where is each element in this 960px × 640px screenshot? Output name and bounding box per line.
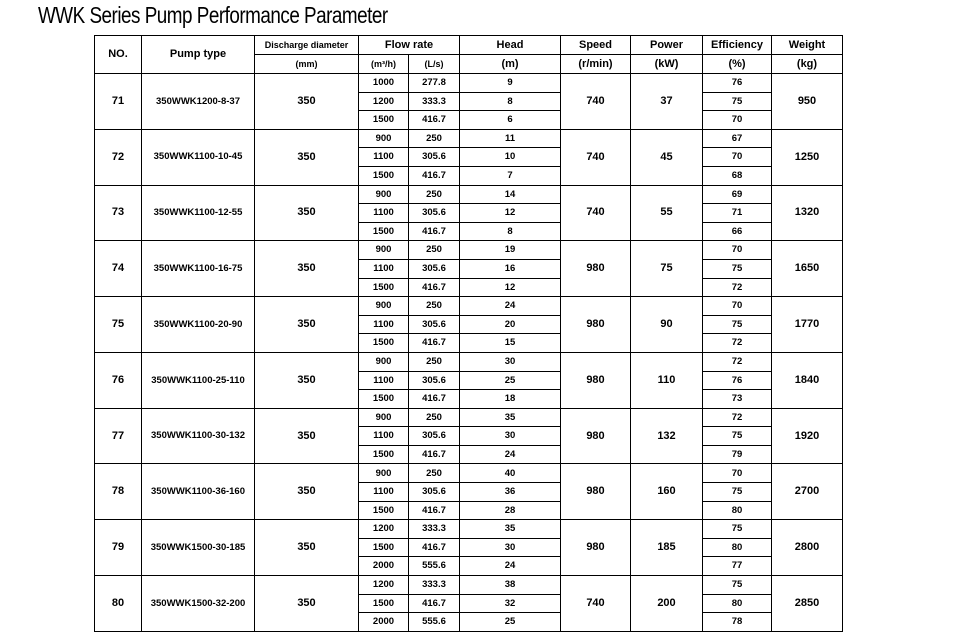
cell-pump-type: 350WWK1100-12-55 <box>142 185 255 241</box>
cell-flow-ls: 250 <box>409 352 460 371</box>
cell-head: 32 <box>460 594 561 613</box>
cell-head: 6 <box>460 111 561 130</box>
cell-speed: 740 <box>561 185 631 241</box>
cell-flow-m3h: 1500 <box>359 501 409 520</box>
table-row <box>95 408 843 427</box>
header-flow-rate: Flow rate <box>359 36 460 55</box>
cell-efficiency: 75 <box>703 520 772 539</box>
cell-pump-type: 350WWK1200-8-37 <box>142 74 255 130</box>
cell-efficiency: 75 <box>703 259 772 278</box>
cell-efficiency: 71 <box>703 204 772 223</box>
cell-efficiency: 77 <box>703 557 772 576</box>
cell-efficiency: 67 <box>703 129 772 148</box>
cell-weight: 2850 <box>772 576 843 632</box>
cell-flow-m3h: 1500 <box>359 166 409 185</box>
cell-weight: 1320 <box>772 185 843 241</box>
cell-speed: 740 <box>561 576 631 632</box>
cell-efficiency: 70 <box>703 148 772 167</box>
cell-flow-ls: 305.6 <box>409 259 460 278</box>
cell-head: 30 <box>460 352 561 371</box>
unit-speed: (r/min) <box>561 55 631 74</box>
cell-head: 8 <box>460 92 561 111</box>
cell-head: 18 <box>460 390 561 409</box>
cell-flow-m3h: 1000 <box>359 74 409 93</box>
cell-efficiency: 78 <box>703 613 772 632</box>
cell-flow-m3h: 2000 <box>359 613 409 632</box>
cell-weight: 1920 <box>772 408 843 464</box>
cell-discharge: 350 <box>255 129 359 185</box>
cell-efficiency: 75 <box>703 92 772 111</box>
header-weight: Weight <box>772 36 843 55</box>
cell-efficiency: 72 <box>703 334 772 353</box>
cell-pump-type: 350WWK1100-20-90 <box>142 297 255 353</box>
header-speed: Speed <box>561 36 631 55</box>
cell-flow-ls: 555.6 <box>409 613 460 632</box>
cell-efficiency: 75 <box>703 315 772 334</box>
unit-efficiency: (%) <box>703 55 772 74</box>
cell-discharge: 350 <box>255 74 359 130</box>
table-body <box>95 74 843 632</box>
cell-efficiency: 80 <box>703 594 772 613</box>
cell-power: 110 <box>631 352 703 408</box>
cell-flow-ls: 250 <box>409 185 460 204</box>
cell-flow-ls: 305.6 <box>409 204 460 223</box>
cell-head: 24 <box>460 557 561 576</box>
cell-head: 24 <box>460 445 561 464</box>
cell-discharge: 350 <box>255 520 359 576</box>
cell-flow-ls: 333.3 <box>409 92 460 111</box>
cell-flow-ls: 250 <box>409 464 460 483</box>
cell-head: 12 <box>460 278 561 297</box>
unit-discharge: (mm) <box>255 55 359 74</box>
cell-head: 35 <box>460 520 561 539</box>
cell-efficiency: 76 <box>703 74 772 93</box>
cell-flow-ls: 305.6 <box>409 148 460 167</box>
cell-efficiency: 73 <box>703 390 772 409</box>
cell-flow-m3h: 1100 <box>359 371 409 390</box>
cell-flow-ls: 416.7 <box>409 538 460 557</box>
unit-power: (kW) <box>631 55 703 74</box>
cell-speed: 740 <box>561 74 631 130</box>
cell-flow-m3h: 900 <box>359 129 409 148</box>
cell-head: 8 <box>460 222 561 241</box>
cell-efficiency: 75 <box>703 576 772 595</box>
cell-flow-m3h: 1500 <box>359 334 409 353</box>
cell-efficiency: 66 <box>703 222 772 241</box>
cell-no: 78 <box>95 464 142 520</box>
cell-efficiency: 72 <box>703 278 772 297</box>
table-row <box>95 241 843 260</box>
cell-efficiency: 70 <box>703 464 772 483</box>
cell-power: 160 <box>631 464 703 520</box>
cell-efficiency: 75 <box>703 483 772 502</box>
cell-flow-m3h: 1500 <box>359 390 409 409</box>
cell-flow-ls: 555.6 <box>409 557 460 576</box>
cell-speed: 980 <box>561 352 631 408</box>
cell-flow-ls: 416.7 <box>409 390 460 409</box>
cell-head: 12 <box>460 204 561 223</box>
cell-weight: 1650 <box>772 241 843 297</box>
page-title: WWK Series Pump Performance Parameter <box>38 2 388 28</box>
cell-no: 74 <box>95 241 142 297</box>
cell-head: 20 <box>460 315 561 334</box>
cell-flow-ls: 305.6 <box>409 427 460 446</box>
cell-no: 73 <box>95 185 142 241</box>
table-row <box>95 185 843 204</box>
cell-flow-ls: 277.8 <box>409 74 460 93</box>
cell-efficiency: 76 <box>703 371 772 390</box>
cell-flow-ls: 416.7 <box>409 501 460 520</box>
cell-flow-m3h: 1200 <box>359 92 409 111</box>
unit-flow-m3h: (m³/h) <box>359 55 409 74</box>
cell-flow-ls: 416.7 <box>409 594 460 613</box>
cell-power: 200 <box>631 576 703 632</box>
cell-flow-ls: 305.6 <box>409 315 460 334</box>
cell-speed: 980 <box>561 464 631 520</box>
cell-efficiency: 69 <box>703 185 772 204</box>
cell-flow-m3h: 1100 <box>359 315 409 334</box>
cell-flow-m3h: 900 <box>359 241 409 260</box>
cell-flow-m3h: 900 <box>359 464 409 483</box>
cell-head: 10 <box>460 148 561 167</box>
cell-flow-m3h: 1500 <box>359 111 409 130</box>
header-row-1 <box>95 36 843 55</box>
cell-efficiency: 72 <box>703 408 772 427</box>
cell-head: 24 <box>460 297 561 316</box>
cell-flow-m3h: 2000 <box>359 557 409 576</box>
cell-head: 30 <box>460 538 561 557</box>
pump-parameter-table <box>94 35 843 632</box>
cell-speed: 740 <box>561 129 631 185</box>
cell-flow-ls: 416.7 <box>409 278 460 297</box>
cell-efficiency: 68 <box>703 166 772 185</box>
cell-head: 9 <box>460 74 561 93</box>
cell-power: 75 <box>631 241 703 297</box>
cell-no: 76 <box>95 352 142 408</box>
cell-speed: 980 <box>561 408 631 464</box>
cell-flow-ls: 416.7 <box>409 222 460 241</box>
header-power: Power <box>631 36 703 55</box>
cell-discharge: 350 <box>255 464 359 520</box>
cell-flow-m3h: 900 <box>359 297 409 316</box>
cell-weight: 2800 <box>772 520 843 576</box>
cell-discharge: 350 <box>255 185 359 241</box>
cell-flow-m3h: 1500 <box>359 594 409 613</box>
cell-head: 11 <box>460 129 561 148</box>
cell-flow-ls: 305.6 <box>409 371 460 390</box>
cell-flow-ls: 416.7 <box>409 334 460 353</box>
table-row <box>95 464 843 483</box>
unit-head: (m) <box>460 55 561 74</box>
cell-no: 79 <box>95 520 142 576</box>
table-row <box>95 352 843 371</box>
cell-flow-m3h: 1500 <box>359 445 409 464</box>
header-head: Head <box>460 36 561 55</box>
cell-flow-ls: 416.7 <box>409 166 460 185</box>
cell-flow-m3h: 1100 <box>359 427 409 446</box>
header-pump-type: Pump type <box>142 36 255 74</box>
cell-flow-m3h: 1500 <box>359 222 409 241</box>
cell-pump-type: 350WWK1100-36-160 <box>142 464 255 520</box>
table-row <box>95 576 843 595</box>
cell-head: 28 <box>460 501 561 520</box>
cell-efficiency: 80 <box>703 501 772 520</box>
cell-discharge: 350 <box>255 408 359 464</box>
cell-discharge: 350 <box>255 241 359 297</box>
cell-head: 14 <box>460 185 561 204</box>
cell-efficiency: 72 <box>703 352 772 371</box>
table-row <box>95 129 843 148</box>
cell-efficiency: 80 <box>703 538 772 557</box>
cell-pump-type: 350WWK1500-30-185 <box>142 520 255 576</box>
cell-flow-m3h: 1100 <box>359 204 409 223</box>
cell-flow-ls: 333.3 <box>409 520 460 539</box>
cell-speed: 980 <box>561 297 631 353</box>
cell-no: 77 <box>95 408 142 464</box>
cell-power: 90 <box>631 297 703 353</box>
cell-flow-m3h: 900 <box>359 352 409 371</box>
cell-speed: 980 <box>561 241 631 297</box>
cell-efficiency: 70 <box>703 297 772 316</box>
cell-head: 38 <box>460 576 561 595</box>
cell-flow-m3h: 900 <box>359 185 409 204</box>
cell-power: 55 <box>631 185 703 241</box>
cell-flow-ls: 250 <box>409 297 460 316</box>
cell-power: 185 <box>631 520 703 576</box>
cell-efficiency: 70 <box>703 111 772 130</box>
cell-power: 37 <box>631 74 703 130</box>
cell-weight: 1250 <box>772 129 843 185</box>
cell-no: 80 <box>95 576 142 632</box>
cell-power: 45 <box>631 129 703 185</box>
cell-flow-m3h: 900 <box>359 408 409 427</box>
header-efficiency: Efficiency <box>703 36 772 55</box>
cell-flow-ls: 250 <box>409 241 460 260</box>
cell-speed: 980 <box>561 520 631 576</box>
table-row <box>95 520 843 539</box>
cell-flow-m3h: 1200 <box>359 576 409 595</box>
cell-head: 25 <box>460 371 561 390</box>
cell-head: 16 <box>460 259 561 278</box>
unit-weight: (kg) <box>772 55 843 74</box>
cell-weight: 1770 <box>772 297 843 353</box>
cell-flow-ls: 333.3 <box>409 576 460 595</box>
cell-head: 30 <box>460 427 561 446</box>
cell-head: 7 <box>460 166 561 185</box>
cell-flow-m3h: 1100 <box>359 483 409 502</box>
cell-flow-m3h: 1100 <box>359 148 409 167</box>
cell-head: 35 <box>460 408 561 427</box>
cell-pump-type: 350WWK1100-25-110 <box>142 352 255 408</box>
header-discharge: Discharge diameter <box>255 36 359 55</box>
cell-discharge: 350 <box>255 352 359 408</box>
cell-weight: 950 <box>772 74 843 130</box>
cell-flow-m3h: 1500 <box>359 538 409 557</box>
cell-flow-m3h: 1500 <box>359 278 409 297</box>
cell-flow-ls: 416.7 <box>409 111 460 130</box>
cell-flow-ls: 250 <box>409 408 460 427</box>
cell-efficiency: 79 <box>703 445 772 464</box>
cell-flow-ls: 416.7 <box>409 445 460 464</box>
cell-pump-type: 350WWK1100-10-45 <box>142 129 255 185</box>
cell-flow-ls: 305.6 <box>409 483 460 502</box>
cell-head: 36 <box>460 483 561 502</box>
cell-pump-type: 350WWK1100-30-132 <box>142 408 255 464</box>
header-no: NO. <box>95 36 142 74</box>
cell-efficiency: 70 <box>703 241 772 260</box>
cell-weight: 2700 <box>772 464 843 520</box>
cell-pump-type: 350WWK1100-16-75 <box>142 241 255 297</box>
table-row <box>95 74 843 93</box>
cell-weight: 1840 <box>772 352 843 408</box>
unit-flow-ls: (L/s) <box>409 55 460 74</box>
cell-discharge: 350 <box>255 576 359 632</box>
cell-head: 25 <box>460 613 561 632</box>
table-row <box>95 297 843 316</box>
cell-discharge: 350 <box>255 297 359 353</box>
cell-flow-ls: 250 <box>409 129 460 148</box>
cell-flow-m3h: 1200 <box>359 520 409 539</box>
cell-flow-m3h: 1100 <box>359 259 409 278</box>
cell-no: 75 <box>95 297 142 353</box>
cell-power: 132 <box>631 408 703 464</box>
cell-no: 71 <box>95 74 142 130</box>
cell-pump-type: 350WWK1500-32-200 <box>142 576 255 632</box>
cell-head: 40 <box>460 464 561 483</box>
cell-head: 15 <box>460 334 561 353</box>
cell-head: 19 <box>460 241 561 260</box>
cell-efficiency: 75 <box>703 427 772 446</box>
cell-no: 72 <box>95 129 142 185</box>
